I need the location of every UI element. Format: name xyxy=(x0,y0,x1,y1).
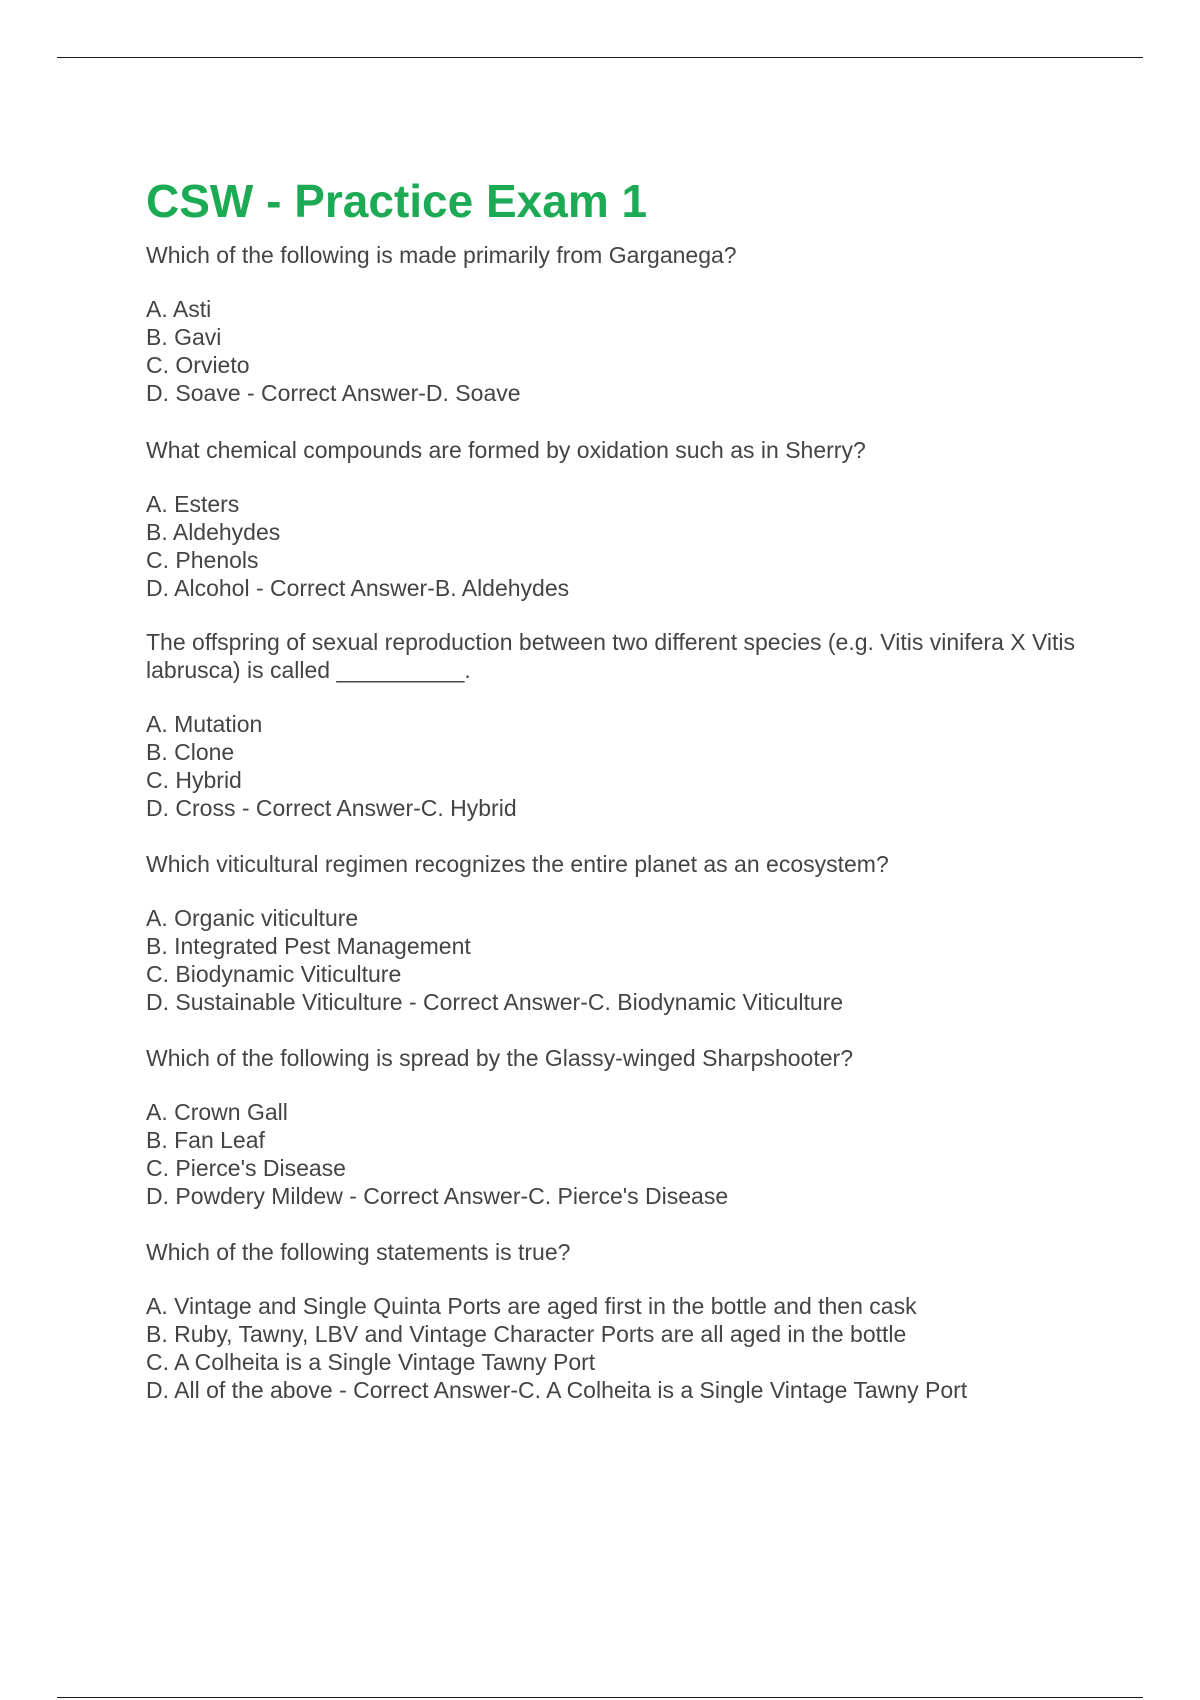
option-a: A. Esters xyxy=(146,491,240,517)
question-block-1 xyxy=(146,241,1086,407)
option-b: B. Ruby, Tawny, LBV and Vintage Character Ports are all aged in the bottle xyxy=(146,1321,907,1347)
document-body xyxy=(146,168,1086,1404)
question-block-6 xyxy=(146,1238,1086,1404)
option-b: B. Integrated Pest Management xyxy=(146,933,471,959)
option-c: C. Hybrid xyxy=(146,767,242,793)
question-block-2 xyxy=(146,436,1086,602)
question-block-4 xyxy=(146,850,1086,1016)
option-d-with-answer: D. Alcohol - Correct Answer-B. Aldehydes xyxy=(146,575,570,601)
option-a: A. Mutation xyxy=(146,711,263,737)
answer-options xyxy=(146,904,1086,1016)
option-a: A. Organic viticulture xyxy=(146,905,359,931)
question-text: Which of the following is made primarily from Garganega? xyxy=(146,242,737,268)
answer-options xyxy=(146,295,1086,407)
top-page-rule xyxy=(57,57,1143,58)
option-c: C. Orvieto xyxy=(146,352,250,378)
question-text: Which of the following statements is true? xyxy=(146,1239,571,1265)
option-b: B. Gavi xyxy=(146,324,222,350)
option-a: A. Vintage and Single Quinta Ports are aged first in the bottle and then cask xyxy=(146,1293,917,1319)
option-b: B. Clone xyxy=(146,739,235,765)
question-block-5 xyxy=(146,1044,1086,1210)
option-b: B. Fan Leaf xyxy=(146,1127,265,1153)
option-c: C. Phenols xyxy=(146,547,259,573)
option-b: B. Aldehydes xyxy=(146,519,281,545)
answer-options xyxy=(146,1292,1086,1404)
answer-options xyxy=(146,490,1086,602)
option-d-with-answer: D. All of the above - Correct Answer-C. A Colheita is a Single Vintage Tawny Port xyxy=(146,1377,968,1403)
question-text: What chemical compounds are formed by oxidation such as in Sherry? xyxy=(146,437,866,463)
answer-options xyxy=(146,1098,1086,1210)
option-a: A. Asti xyxy=(146,296,212,322)
answer-options xyxy=(146,710,1086,822)
question-text: The offspring of sexual reproduction between two different species (e.g. Vitis vinifera X Vitis labrusca) is called __________. xyxy=(146,629,1076,683)
option-d-with-answer: D. Soave - Correct Answer-D. Soave xyxy=(146,380,521,406)
option-d-with-answer: D. Cross - Correct Answer-C. Hybrid xyxy=(146,795,517,821)
question-block-3 xyxy=(146,628,1086,822)
bottom-page-rule xyxy=(57,1697,1143,1698)
option-a: A. Crown Gall xyxy=(146,1099,288,1125)
question-text: Which of the following is spread by the Glassy-winged Sharpshooter? xyxy=(146,1045,853,1071)
option-c: C. A Colheita is a Single Vintage Tawny Port xyxy=(146,1349,596,1375)
page-title: CSW - Practice Exam 1 xyxy=(146,175,648,227)
option-d-with-answer: D. Powdery Mildew - Correct Answer-C. Pierce's Disease xyxy=(146,1183,729,1209)
option-c: C. Biodynamic Viticulture xyxy=(146,961,402,987)
question-text: Which viticultural regimen recognizes the entire planet as an ecosystem? xyxy=(146,851,889,877)
option-c: C. Pierce's Disease xyxy=(146,1155,346,1181)
option-d-with-answer: D. Sustainable Viticulture - Correct Answer-C. Biodynamic Viticulture xyxy=(146,989,844,1015)
